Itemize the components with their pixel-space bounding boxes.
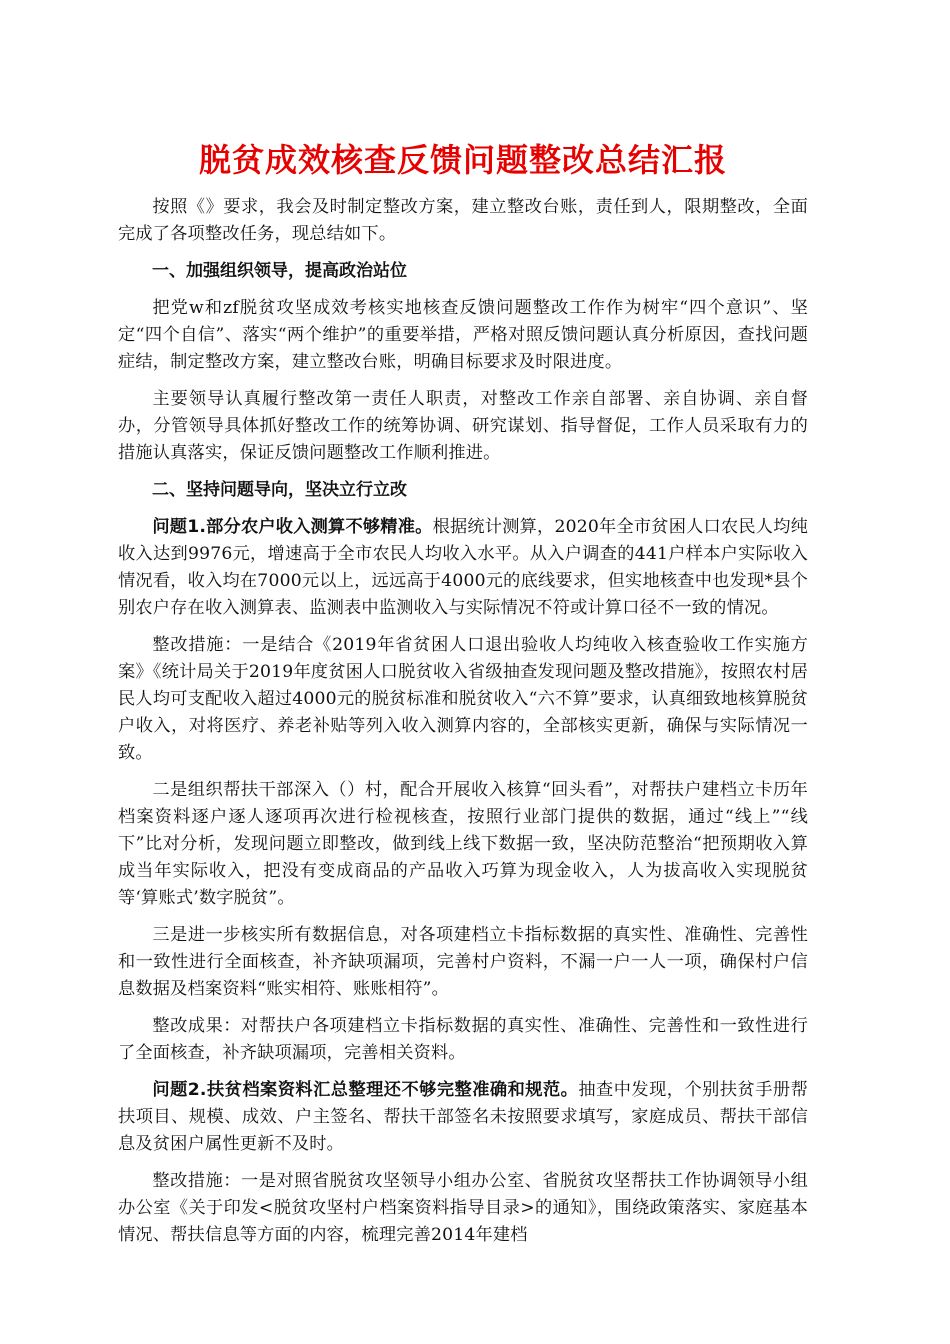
problem-1-text: 根据统计测算，2020年全市贫困人口农民人均纯收入达到9976元，增速高于全市农民人均收入水平。从入户调查的441户样本户实际收入情况看，收入均在7000元以上，远远高于4000元的底线要求，但实地核查中也发现*县个别农户存在收入测算表、监测表中监测收入与实际情况不符或计算口径不一致的情况。	[118, 517, 809, 618]
section-2-heading: 二、坚持问题导向，坚决立行立改	[152, 480, 407, 500]
section-1-paragraph-2: 主要领导认真履行整改第一责任人职责，对整改工作亲自部署、亲自协调、亲自督办，分管领导具体抓好整改工作的统筹协调、研究谋划、指导督促，工作人员采取有力的措施认真落实，保证反馈问题整改工作顺利推进。	[118, 389, 808, 463]
section-1-paragraph-1: 把党w和zf脱贫攻坚成效考核实地核查反馈问题整改工作作为树牢“四个意识”、坚定“四个自信”、落实“两个维护”的重要举措，严格对照反馈问题认真分析原因，查找问题症结，制定整改方案，建立整改台账，明确目标要求及时限进度。	[118, 298, 808, 372]
document-title: 脱贫成效核查反馈问题整改总结汇报	[198, 141, 727, 179]
measure-1-paragraph-b: 二是组织帮扶干部深入（）村，配合开展收入核算“回头看”，对帮扶户建档立卡历年档案资料逐户逐人逐项再次进行检视核查，按照行业部门提供的数据，通过“线上”“线下”比对分析，发现问题立即整改，做到线上线下数据一致，坚决防范整治“把预期收入算成当年实际收入，把没有变成商品的产品收入巧算为现金收入，人为拔高收入实现脱贫等‘算账式’数字脱贫”。	[118, 780, 808, 908]
result-1-paragraph: 整改成果：对帮扶户各项建档立卡指标数据的真实性、准确性、完善性和一致性进行了全面核查，补齐缺项漏项，完善相关资料。	[118, 1016, 808, 1063]
document-page	[118, 138, 808, 1259]
section-1-heading: 一、加强组织领导，提高政治站位	[152, 261, 407, 281]
problem-2-text: 抽查中发现，个别扶贫手册帮扶项目、规模、成效、户主签名、帮扶干部签名未按照要求填写，家庭成员、帮扶干部信息及贫困户属性更新不及时。	[118, 1080, 808, 1154]
problem-1-lead: 问题1.部分农户收入测算不够精准。	[152, 517, 433, 537]
measure-1-paragraph-a: 整改措施：一是结合《2019年省贫困人口退出验收人均纯收入核查验收工作实施方案》《统计局关于2019年度贫困人口脱贫收入省级抽查发现问题及整改措施》，按照农村居民人均可支配收入超过4000元的脱贫标准和脱贫收入“六不算”要求，认真细致地核算脱贫户收入，对将医疗、养老补贴等列入收入测算内容的，全部核实更新，确保与实际情况一致。	[118, 635, 808, 763]
problem-2-lead: 问题2.扶贫档案资料汇总整理还不够完整准确和规范。	[152, 1080, 579, 1100]
problem-1-paragraph	[118, 514, 808, 622]
problem-2-paragraph	[118, 1077, 808, 1158]
measure-1-paragraph-c: 三是进一步核实所有数据信息，对各项建档立卡指标数据的真实性、准确性、完善性和一致性进行全面核查，补齐缺项漏项，完善村户资料，不漏一户一人一项，确保村户信息数据及档案资料“账实相符、账账相符”。	[118, 925, 808, 999]
measure-2-paragraph-a: 整改措施：一是对照省脱贫攻坚领导小组办公室、省脱贫攻坚帮扶工作协调领导小组办公室《关于印发<脱贫攻坚村户档案资料指导目录>的通知》，围绕政策落实、家庭基本情况、帮扶信息等方面的内容，梳理完善2014年建档	[118, 1171, 808, 1245]
intro-paragraph: 按照《》要求，我会及时制定整改方案，建立整改台账，责任到人，限期整改，全面完成了各项整改任务，现总结如下。	[118, 197, 808, 244]
